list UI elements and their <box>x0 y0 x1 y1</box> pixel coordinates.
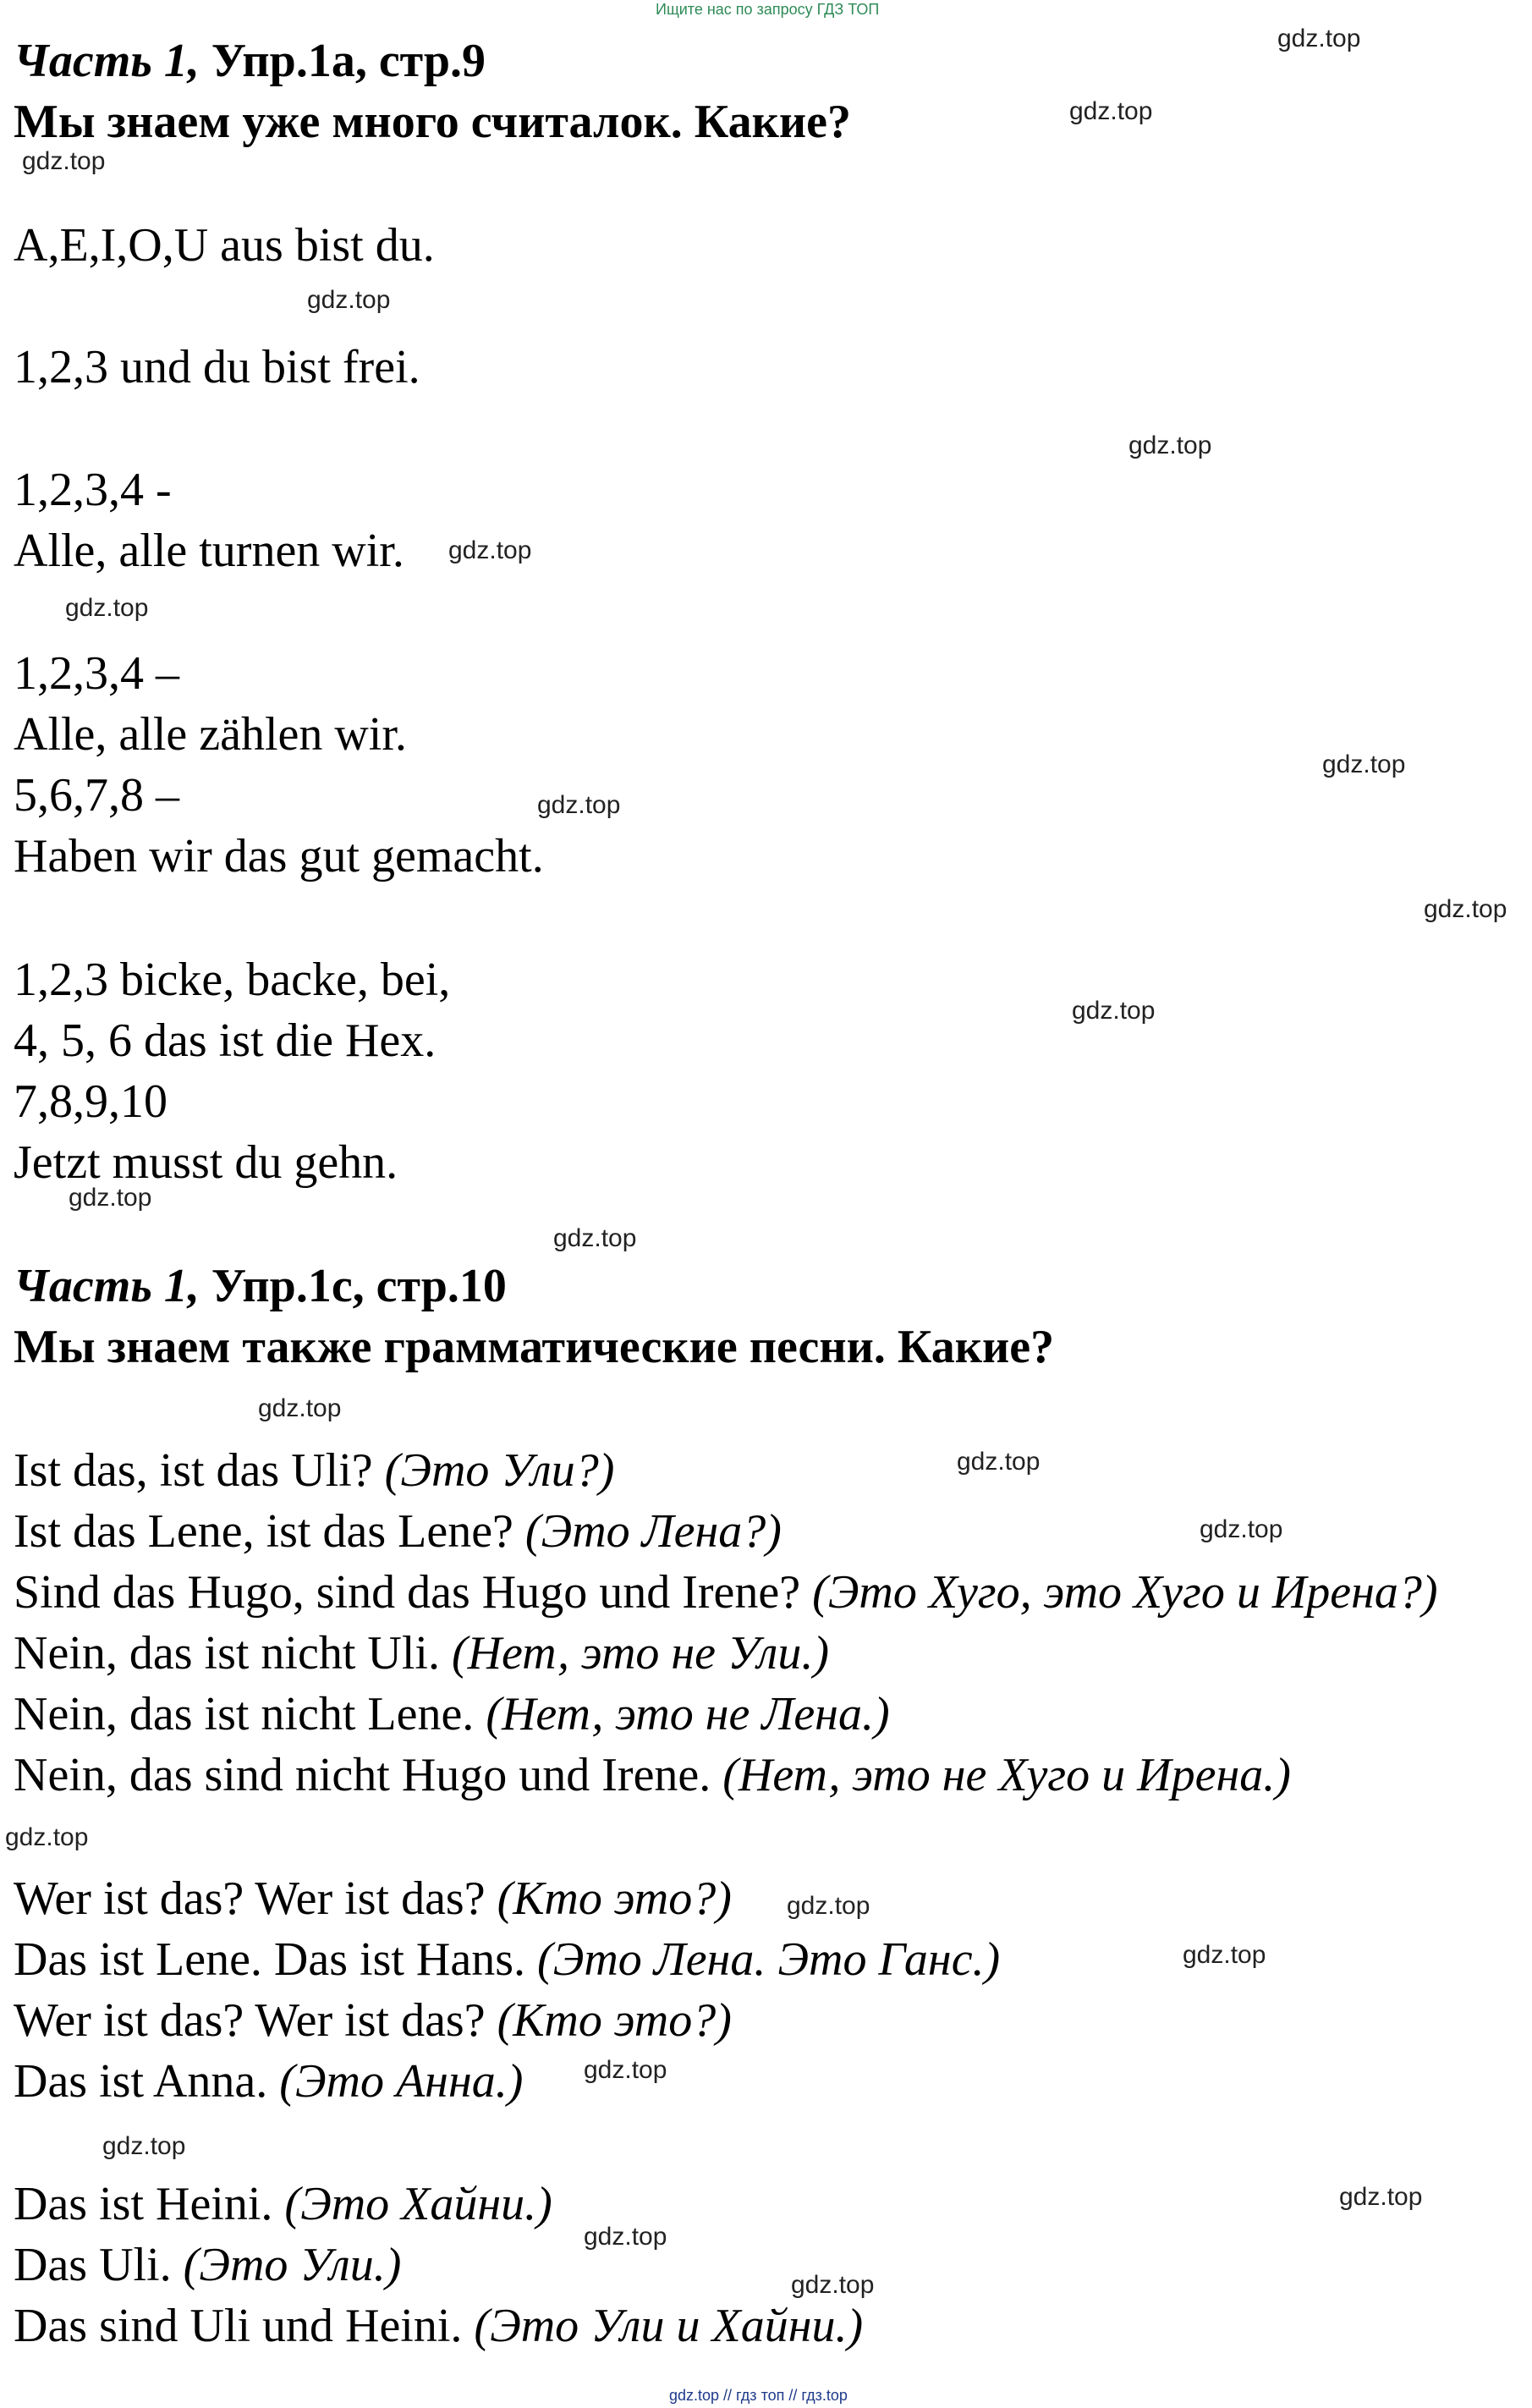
section1-line: 1,2,3 bicke, backe, bei, <box>14 954 451 1006</box>
section2-line: Wer ist das? Wer ist das? (Кто это?) <box>14 1994 732 2047</box>
watermark: gdz.top <box>22 147 106 175</box>
section1-heading: Часть 1, Упр.1а, стр.9 <box>14 35 486 87</box>
section1-line: Alle, alle zählen wir. <box>14 708 407 761</box>
watermark: gdz.top <box>1339 2183 1423 2211</box>
watermark: gdz.top <box>448 536 532 564</box>
watermark: gdz.top <box>787 1892 870 1920</box>
section1-line: 4, 5, 6 das ist die Hex. <box>14 1014 437 1067</box>
section1-line: 5,6,7,8 – <box>14 769 179 822</box>
section1-line: A,E,I,O,U aus bist du. <box>14 219 435 272</box>
watermark: gdz.top <box>1200 1515 1283 1543</box>
watermark: gdz.top <box>584 2056 667 2084</box>
watermark: gdz.top <box>65 594 149 622</box>
section1-line: 1,2,3,4 - <box>14 464 172 516</box>
watermark: gdz.top <box>1128 432 1212 459</box>
watermark: gdz.top <box>957 1448 1041 1476</box>
section2-line: Das ist Anna. (Это Анна.) <box>14 2055 524 2108</box>
section2-line: Wer ist das? Wer ist das? (Кто это?) <box>14 1872 732 1925</box>
watermark: gdz.top <box>1424 895 1507 923</box>
watermark: gdz.top <box>584 2223 667 2251</box>
section2-line: Nein, das ist nicht Lene. (Нет, это не Лена.) <box>14 1688 890 1740</box>
watermark: gdz.top <box>553 1224 637 1252</box>
watermark: gdz.top <box>1183 1941 1266 1969</box>
watermark: gdz.top <box>1277 25 1361 52</box>
section1-line: Alle, alle turnen wir. <box>14 525 404 577</box>
watermark: gdz.top <box>1072 997 1156 1025</box>
section1-line: 1,2,3,4 – <box>14 647 179 700</box>
top-notice: Ищите нас по запросу ГДЗ ТОП <box>656 1 880 18</box>
watermark: gdz.top <box>102 2132 186 2160</box>
section2-line: Das ist Lene. Das ist Hans. (Это Лена. Это Ганс.) <box>14 1933 1001 1986</box>
section2-heading: Часть 1, Упр.1с, стр.10 <box>14 1260 507 1312</box>
section2-line: Ist das Lene, ist das Lene? (Это Лена?) <box>14 1505 782 1558</box>
bottom-notice: gdz.top // гдз топ // гдз.top <box>669 2387 848 2404</box>
section1-line: 7,8,9,10 <box>14 1075 167 1128</box>
section2-subheading: Мы знаем также грамматические песни. Какие? <box>14 1321 1055 1373</box>
watermark: gdz.top <box>69 1184 152 1212</box>
watermark: gdz.top <box>537 791 621 819</box>
section1-subheading: Мы знаем уже много считалок. Какие? <box>14 96 851 148</box>
section2-line: Das Uli. (Это Ули.) <box>14 2239 402 2291</box>
section2-line: Das ist Heini. (Это Хайни.) <box>14 2178 552 2230</box>
watermark: gdz.top <box>258 1394 342 1422</box>
section2-line: Sind das Hugo, sind das Hugo und Irene? (Это Хуго, это Хуго и Ирена?) <box>14 1566 1438 1619</box>
watermark: gdz.top <box>1322 750 1406 778</box>
section2-line: Ist das, ist das Uli? (Это Ули?) <box>14 1444 615 1497</box>
section1-line: 1,2,3 und du bist frei. <box>14 341 420 393</box>
watermark: gdz.top <box>791 2271 875 2299</box>
watermark: gdz.top <box>1069 97 1153 125</box>
section1-line: Jetzt musst du gehn. <box>14 1136 398 1189</box>
section2-line: Nein, das ist nicht Uli. (Нет, это не Ули.) <box>14 1627 829 1680</box>
watermark: gdz.top <box>307 286 391 314</box>
watermark: gdz.top <box>5 1823 89 1851</box>
section2-line: Nein, das sind nicht Hugo und Irene. (Нет, это не Хуго и Ирена.) <box>14 1749 1291 1801</box>
section1-line: Haben wir das gut gemacht. <box>14 830 544 882</box>
section2-line: Das sind Uli und Heini. (Это Ули и Хайни.) <box>14 2300 864 2352</box>
